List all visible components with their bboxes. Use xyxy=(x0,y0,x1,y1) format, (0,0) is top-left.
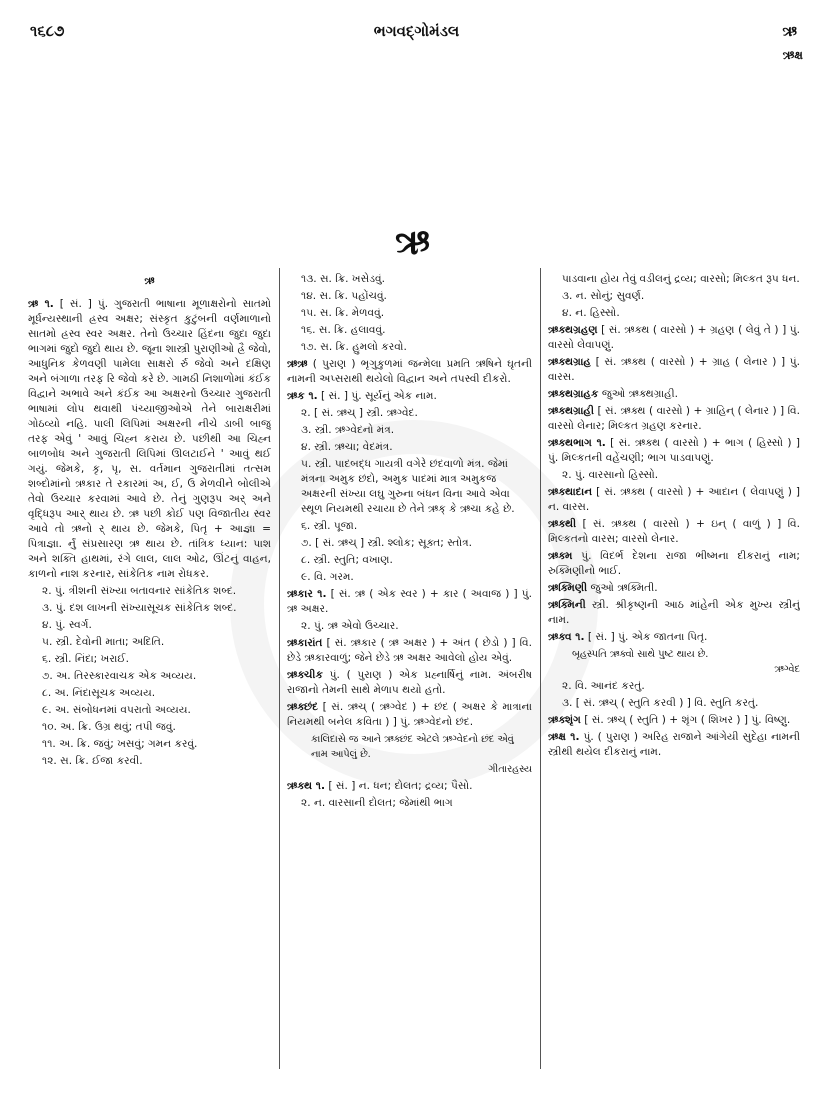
definition: ( પુરાણ ) ભૃગુકુળમાં જન્મેલા પ્રમતિ ઋષિને ઘૃતની નામની અપ્સરાથી થયેલો વિદ્વાન અને તપસ્વી દીકરો. xyxy=(287,358,532,385)
definition: [ સં. ઋક્થ ( વારસો ) + ભાગ ( હિસ્સો ) ] પું. મિલ્કતની વહેંચણી; ભાગ પાડવાપણું. xyxy=(548,437,800,464)
definition: [ સં. ઋક્થ ( વારસો ) + ગ્રાહિન્ ( લેનાર ) ] વિ. વારસો લેનાર; મિલ્કત ગ્રહણ કરનાર. xyxy=(548,405,800,432)
headword: ઋક્મિની xyxy=(548,599,586,611)
dictionary-entry xyxy=(28,703,271,718)
headword: ઋક્મ xyxy=(548,550,573,562)
dictionary-entry xyxy=(548,355,800,385)
headword: ઋક્વ ૧. xyxy=(548,631,585,643)
headword: ઋક્ષ ૧. xyxy=(548,731,580,743)
definition: ૮. સ્ત્રી. સ્તુતિ; વખાણ. xyxy=(301,554,393,566)
definition: [ સં. ] પું. ગુજરાતી ભાષાના મૂળાક્ષરોનો સાતમો મૂર્ધન્યસ્થાની હ્રસ્વ અક્ષર; સંસ્કૃત કુટુંબની વર્ણમાળાનો સાતમો હ્રસ્વ સ્વર અક્ષર. તેનો ઉચ્ચાર હિંદના જુદા જુદા ભાગમાં જુદો જુદો થાય છે. જૂના શાસ્ત્રી પુરાણીઓ હ્રૈ જેવો, આધુનિક કેળવણી પામેલા સાક્ષરો ર્રુ જેવો અને દક્ષિણ અને બંગાળા તરફ રિ જેવો કરે છે. ગામઠી નિશાળોમાં કંઈક વિદ્વાને અભાવે અને કંઈક આ અક્ષરનો ઉચ્ચાર ગુજરાતી ભાષામાં લોપ થવાથી પંચ્યાજીઓએ તેને બારાક્ષરીમાં ગોઠવ્યો નહિ. પાલી લિપિમાં અક્ષરની નીચે ડાબી બાજુ તરફ એવું ' આવું ચિહ્ન કરાય છે. પછીથી આ ચિહ્ન બાળબોધ અને ગુજરાતી લિપિમાં ઊલટાઈને ' આવું થઈ ગયું. જેમકે, કૃ, પૃ, સ. વર્તમાન ગુજરાતીમાં તત્સમ શબ્દોમાંનો ઋકાર તે રકારમાં અ, ઈ, ઉ મેળવીને બોલીએ તેવો ઉચ્ચાર કરવામાં આવે છે. તેનું ગુણરૂપ અર્ અને વૃદ્ધિરૂપ આર્ થાય છે. ઋ પછી કોઈ પણ વિજાતીય સ્વર આવે તો ઋનો ર્ થાય છે. જેમકે, પિતૃ + આજ્ઞા = પિત્રાજ્ઞા. ર્નું સંપ્રસારણ ઋ થાય છે. તાંત્રિક ધ્યાન: પાશ અને શક્તિ હાથમાં, રંગે લાલ, લાલ ઓઢ, ઊંટનું વાહન, કાળનો નાશ કરનાર, સાંકેતિક નામ રોધકર. xyxy=(28,298,271,580)
entry-list xyxy=(28,297,271,769)
definition: ૨. [ સં. ઋચ્ ] સ્ત્રી. ઋગ્વેદ. xyxy=(301,407,418,419)
dictionary-entry xyxy=(287,340,532,355)
dictionary-entry xyxy=(548,387,800,402)
definition: ૨. પું. ઋ એવો ઉચ્ચાર. xyxy=(301,620,399,632)
definition: જુઓ ઋક્થગ્રાહી. xyxy=(601,388,679,400)
headword: ઋક્છંદ xyxy=(287,701,319,713)
definition: [ સં. ઋક્થ ( વારસો ) + ઇન્ ( વાળું ) ] વિ. મિલ્કતનો વારસ; વારસો લેનાર. xyxy=(548,518,800,545)
definition: ૪. પું. સ્વર્ગ. xyxy=(42,619,92,631)
headword: ઋક્થગ્રાહી xyxy=(548,405,594,417)
dictionary-entry xyxy=(287,289,532,304)
definition: ૨. પું. વારસાનો હિસ્સો. xyxy=(562,469,659,481)
dictionary-entry xyxy=(287,619,532,634)
headword: ઋક્થ ૧. xyxy=(287,780,325,792)
definition: [ સં. ઋ ( એક સ્વર ) + કાર ( અવાજ ) ] પું. ઋ અક્ષર. xyxy=(287,588,532,615)
page-header xyxy=(30,22,803,62)
definition: ૧૩. સ. ક્રિ. ખસેડવું. xyxy=(301,273,385,285)
headword: ઋક્થગ્રહણ xyxy=(548,324,598,336)
definition: ૧૬. સ. ક્રિ. હલાવવું. xyxy=(301,324,386,336)
definition: પું. વિદર્ભ દેશના રાજા ભીષ્મના દીકરાનું નામ; રુક્મિણીનો ભાઈ. xyxy=(548,550,800,577)
running-title: ભગવદ્ગોમંડલ xyxy=(373,22,460,40)
dictionary-entry xyxy=(548,517,800,547)
definition: ૨. વિ. આનંદ કરતું. xyxy=(562,680,645,692)
headword: ઋકાર ૧. xyxy=(287,588,327,600)
definition: ૩. પું. દશ લાખની સંખ્યાસૂચક સાંકેતિક શબ્દ. xyxy=(42,602,237,614)
definition: ૨. ન. વારસાની દોલત; જેમાંથી ભાગ xyxy=(301,797,453,809)
definition: પાડવાના હોય તેવું વડીલનું દ્રવ્ય; વારસો; મિલ્કત રૂપ ધન. xyxy=(562,273,800,285)
definition: [ સં. ઋક્થ ( વારસો ) + આદાન ( લેવાપણું ) ] ન. વારસ. xyxy=(548,486,800,513)
definition: [ સં. ઋક્થ ( વારસો ) + ગ્રાહ ( લેનાર ) ] પું. વારસ. xyxy=(548,356,800,383)
headword: ઋ ૧. xyxy=(28,298,54,310)
definition: ૧૧. અ. ક્રિ. જવું; ખસવું; ગમન કરવું. xyxy=(42,738,198,750)
definition: ૪. સ્ત્રી. ઋચા; વેદમંત્ર. xyxy=(301,441,393,453)
definition: પું. ( પુરાણ ) એક પ્રહ્નાર્ષિનું નામ. અંબરીષ રાજાનો તેમની સાથે મેળાપ થયો હતો. xyxy=(287,669,532,696)
definition: ૮. અ. નિંદાસૂચક અવ્યય. xyxy=(42,687,156,699)
entry-list xyxy=(548,272,800,760)
dictionary-entry xyxy=(548,679,800,694)
definition: ૧૦. અ. ક્રિ. ઉગ્ર થવું; તપી જવું. xyxy=(42,721,176,733)
section-letter: ઋ xyxy=(395,222,430,263)
column-divider xyxy=(540,268,541,1069)
dictionary-entry xyxy=(548,306,800,321)
headword: ઋક્થગ્રાહક xyxy=(548,388,599,400)
dictionary-entry xyxy=(287,553,532,568)
definition: [ સં. ઋચ્ ( સ્તુતિ ) + શૃંગ ( શિખર ) ] પું. વિષ્ણુ. xyxy=(584,714,791,726)
definition: ૪. ન. હિસ્સો. xyxy=(562,307,620,319)
definition: ૨. પું. ત્રીશની સંખ્યા બતાવનાર સાંકેતિક શબ્દ. xyxy=(42,585,237,597)
quote-text: કાલિદાસે જ આને ઋક્છંદ એટલે ઋગ્વેદનો છંદ એવું નામ આપેલું છે. xyxy=(311,734,514,760)
definition: ૬. સ્ત્રી. પૂજા. xyxy=(301,520,358,532)
dictionary-entry xyxy=(287,423,532,438)
page-number: ૧૬૮૭ xyxy=(30,22,65,40)
definition: ૩. [ સં. ઋચ્ ( સ્તુતિ કરવી ) ] વિ. સ્તુતિ કરતું. xyxy=(562,697,759,709)
dictionary-entry xyxy=(548,289,800,304)
dictionary-entry xyxy=(28,686,271,701)
header-letter: ઋ xyxy=(782,22,797,40)
dictionary-entry xyxy=(28,669,271,684)
definition: [ સં. ] પું. સૂર્યનું એક નામ. xyxy=(321,390,437,402)
headword: ઋક્થગ્રાહ xyxy=(548,356,591,368)
dictionary-entry xyxy=(287,389,532,404)
definition: ૧૨. સ. ક્રિ. ઈજા કરવી. xyxy=(42,755,143,767)
dictionary-entry xyxy=(287,519,532,534)
definition: ૯. વિ. ગરમ. xyxy=(301,571,354,583)
dictionary-entry xyxy=(548,581,800,596)
headword: ઋક્થભાગ ૧. xyxy=(548,437,606,449)
quote-source: ઋગ્વેદ xyxy=(774,664,800,675)
definition: પું. ( પુરાણ ) અરિહ રાજાને આંગેયી સુદેહા નામની સ્ત્રીથી થયેલ દીકરાનું નામ. xyxy=(548,731,800,758)
dictionary-entry xyxy=(287,636,532,666)
dictionary-entry xyxy=(287,570,532,585)
dictionary-entry xyxy=(28,601,271,616)
dictionary-entry xyxy=(287,272,532,287)
definition: ૭. અ. તિરસ્કારવાચક એક અવ્યય. xyxy=(42,670,197,682)
headword: ઋક ૧. xyxy=(287,390,318,402)
definition: ૧૫. સ. ક્રિ. મેળવવું. xyxy=(301,307,385,319)
dictionary-entry xyxy=(28,297,271,582)
dictionary-entry xyxy=(287,796,532,811)
dictionary-entry xyxy=(287,779,532,794)
dictionary-entry xyxy=(548,272,800,287)
definition: [ સં. ઋકાર ( ઋ અક્ષર ) + અંત ( છેડો ) ] વિ. છેડે ઋકારવાળું; જેને છેડે ઋ અક્ષર આવેલો હોય એવું. xyxy=(287,637,532,664)
dictionary-entry xyxy=(287,357,532,387)
definition: ૫. સ્ત્રી. પાદબદ્ધ ગાયત્રી વગેરે છંદવાળો મંત્ર. જેમાં મંત્રના અમુક છંદો, અમુક પાદમાં માત્ર અમુકજ અક્ષરની સંખ્યા લઘુ ગુરુના બંધન વિના આવે એવા સ્થૂળ નિયમથી રચાયા છે તેને ઋક્ કે ઋચા કહે છે. xyxy=(301,458,515,515)
dictionary-entry xyxy=(287,306,532,321)
dictionary-entry xyxy=(28,635,271,650)
definition: ૫. સ્ત્રી. દેવોની માતા; અદિતિ. xyxy=(42,636,165,648)
definition: [ સં. ઋક્થ ( વારસો ) + ગ્રહણ ( લેવું તે ) ] પું. વારસો લેવાપણું. xyxy=(548,324,800,351)
column-1 xyxy=(28,272,271,1073)
headword: ઋક્ચીક xyxy=(287,669,323,681)
definition: ૩. સ્ત્રી. ઋગ્વેદનો મંત્ર. xyxy=(301,424,395,436)
dictionary-entry xyxy=(28,737,271,752)
dictionary-entry xyxy=(548,647,800,662)
dictionary-entry xyxy=(548,598,800,628)
dictionary-entry xyxy=(548,323,800,353)
dictionary-entry xyxy=(287,700,532,730)
dictionary-entry xyxy=(548,549,800,579)
dictionary-entry xyxy=(548,468,800,483)
dictionary-entry xyxy=(28,754,271,769)
dictionary-entry xyxy=(287,406,532,421)
dictionary-entry xyxy=(28,720,271,735)
dictionary-entry xyxy=(548,730,800,760)
dictionary-entry xyxy=(548,436,800,466)
dictionary-entry xyxy=(548,485,800,515)
dictionary-entry xyxy=(548,630,800,645)
definition: [ સં. ] ન. ધન; દોલત; દ્રવ્ય; પૈસો. xyxy=(328,780,473,792)
dictionary-entry xyxy=(548,696,800,711)
dictionary-entry xyxy=(287,732,532,762)
headword: ઋઋ xyxy=(287,358,308,370)
dictionary-entry xyxy=(287,536,532,551)
headword: ઋક્શૃંગ xyxy=(548,714,581,726)
definition: ૭. [ સં. ઋચ્ ] સ્ત્રી. શ્લોક; સૂક્ત; સ્તોત્ર. xyxy=(301,537,472,549)
entry-list xyxy=(287,272,532,811)
dictionary-entry xyxy=(548,713,800,728)
quote-text: બૃહસ્પતિ ઋક્વો સાથે પુષ્ટ થાય છે. xyxy=(572,649,709,660)
definition: ૧૪. સ. ક્રિ. પહોંચવું. xyxy=(301,290,387,302)
definition: [ સં. ] પું. એક જાતના પિતૃ. xyxy=(587,631,708,643)
dictionary-entry xyxy=(28,618,271,633)
dictionary-entry xyxy=(287,668,532,698)
dictionary-entry xyxy=(28,584,271,599)
quote-source: ગીતારહસ્ય xyxy=(488,764,532,775)
dictionary-entry xyxy=(287,587,532,617)
header-keyword: ઋક્ષ xyxy=(782,48,803,62)
column-3 xyxy=(548,272,800,1073)
column-heading: ઋ xyxy=(144,275,155,287)
definition: જુઓ ઋક્મિતી. xyxy=(590,582,658,594)
headword: ઋક્થી xyxy=(548,518,577,530)
definition: ૩. ન. સોનું; સુવર્ણ. xyxy=(562,290,645,302)
definition: ૧૭. સ. ક્રિ. હુમલો કરવો. xyxy=(301,341,407,353)
headword: ઋકારાંત xyxy=(287,637,323,649)
dictionary-entry xyxy=(28,652,271,667)
dictionary-entry xyxy=(548,404,800,434)
column-2 xyxy=(287,272,532,1073)
definition: સ્ત્રી. શ્રીકૃષ્ણની આઠ માંહેની એક મુખ્ય સ્ત્રીનું નામ. xyxy=(548,599,800,626)
dictionary-entry xyxy=(287,323,532,338)
definition: ૯. અ. સંબોધનમાં વપરાતો અવ્યય. xyxy=(42,704,191,716)
column-divider xyxy=(279,268,280,1069)
headword: ઋક્મિણી xyxy=(548,582,588,594)
dictionary-entry xyxy=(287,440,532,455)
dictionary-entry xyxy=(287,457,532,517)
headword: ઋક્થાદાન xyxy=(548,486,593,498)
definition: ૬. સ્ત્રી. નિંદા; ખરાઈ. xyxy=(42,653,129,665)
definition: [ સં. ઋચ્ ( ઋગ્વેદ ) + છંદ ( અક્ષર કે માત્રાના નિયમથી બનેલ કવિતા ) ] પું. ઋગ્વેદનો છંદ. xyxy=(287,701,532,728)
